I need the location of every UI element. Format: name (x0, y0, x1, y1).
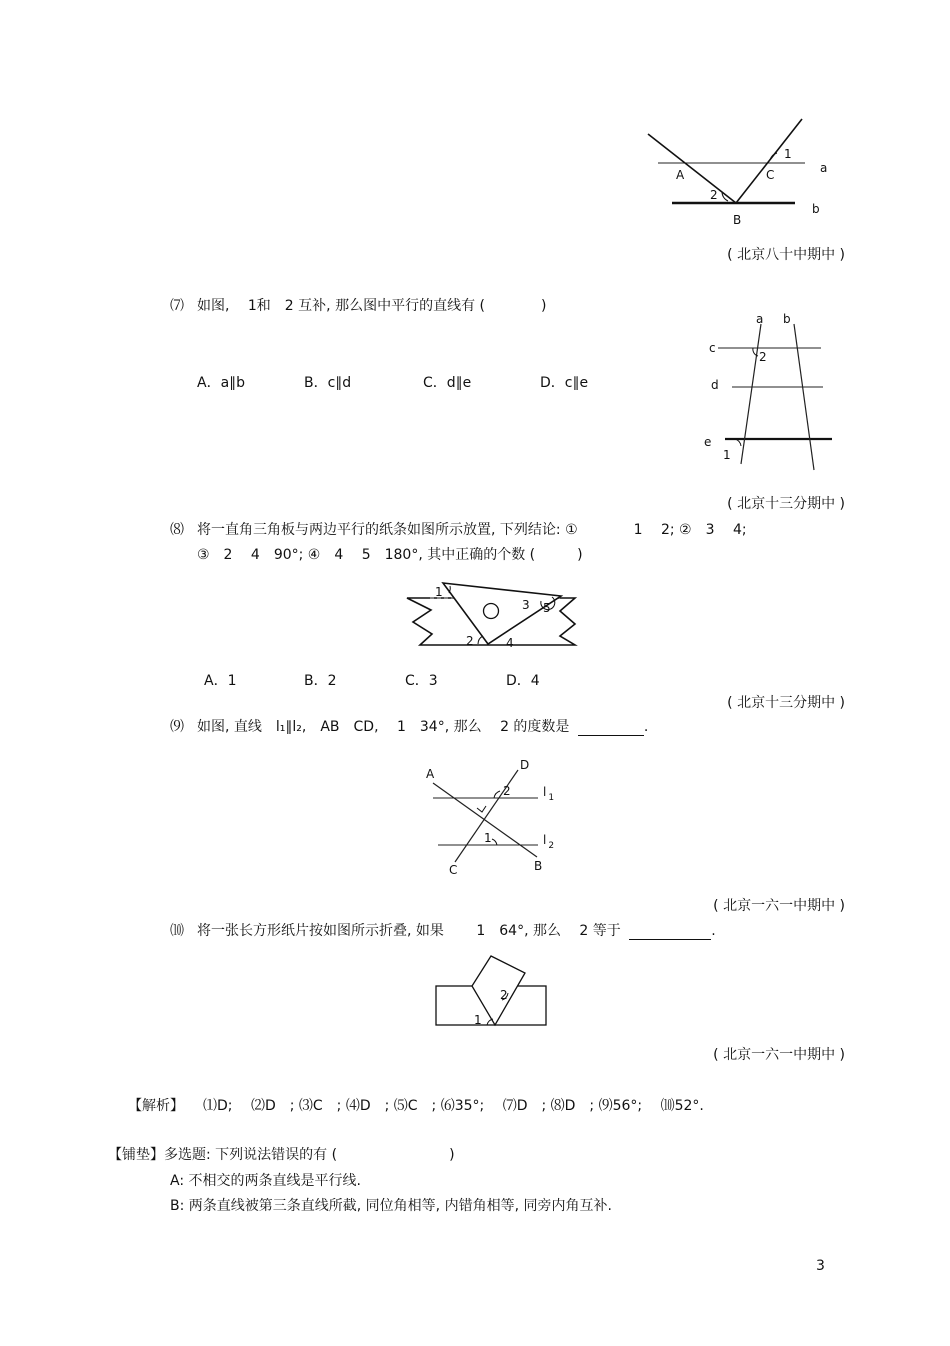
q7-number: ⑺ (170, 298, 184, 314)
figure-q8 (400, 575, 585, 650)
fig9-label-D: D (520, 758, 530, 772)
q8-option-b: B．2 (304, 673, 337, 689)
fig7-label-d: d (711, 378, 719, 392)
fig7-label-b: b (783, 312, 791, 326)
source-q7: ( 北京十三分期中 ) (727, 496, 845, 512)
fig6-label-A: A (676, 168, 685, 182)
fig10-label-2: 2 (500, 988, 508, 1002)
figure-q6 (640, 110, 840, 235)
q8-option-a: A．1 (204, 673, 237, 689)
fig6-label-B: B (733, 213, 742, 227)
fig7-label-e: e (704, 435, 712, 449)
fig8-label-1: 1 (435, 585, 443, 599)
fig9-label-C: C (449, 863, 458, 877)
fig9-label-l2 (543, 833, 554, 851)
fig6-label-a: a (820, 161, 828, 175)
fig9-l1-sub: 1 (548, 793, 555, 803)
fig9-label-1: 1 (484, 831, 492, 845)
q8-option-d: D．4 (506, 673, 540, 689)
fig9-l2-sub: 2 (548, 841, 555, 851)
q9-stem: 如图, 直线 l₁∥l₂, AB CD, 1 34°, 那么 2 的度数是 (197, 719, 570, 735)
q10-stem: 将一张长方形纸片按如图所示折叠, 如果 1 64°, 那么 2 等于 (197, 923, 621, 939)
fig9-label-A: A (426, 767, 435, 781)
q10-stem-line (197, 922, 716, 940)
pad-option-b: B: 两条直线被第三条直线所截, 同位角相等, 内错角相等, 同旁内角互补. (170, 1198, 612, 1214)
answer-label: 【解析】 (128, 1098, 184, 1114)
source-q6: ( 北京八十中期中 ) (727, 247, 845, 263)
fig7-label-2: 2 (759, 350, 767, 364)
q10-number: ⑽ (170, 923, 184, 939)
fig8-label-5: 5 (543, 601, 551, 615)
source-q10: ( 北京一六一中期中 ) (713, 1047, 845, 1063)
fig7-label-a: a (756, 312, 764, 326)
answer-text: ⑴D; ⑵D ; ⑶C ; ⑷D ; ⑸C ; ⑹35°; ⑺D ; ⑻D ; ⑼56°; ⑽52°. (203, 1098, 704, 1114)
q9-number: ⑼ (170, 719, 184, 735)
q8-line2: ③ 2 4 90°; ④ 4 5 180°, 其中正确的个数 ( ) (197, 547, 583, 563)
fig6-label-2: 2 (710, 188, 718, 202)
fig7-label-c: c (709, 341, 716, 355)
q7-option-c: C．d∥e (423, 375, 472, 391)
fig10-label-1: 1 (474, 1013, 482, 1027)
q9-stem-line (197, 718, 648, 736)
q7-option-b: B．c∥d (304, 375, 352, 391)
pad-option-a: A: 不相交的两条直线是平行线. (170, 1173, 361, 1189)
q8-number: ⑻ (170, 522, 184, 538)
q7-option-d: D．c∥e (540, 375, 589, 391)
figure-q10 (430, 950, 555, 1030)
fig7-label-1: 1 (723, 448, 731, 462)
q10-answer-blank[interactable] (629, 924, 711, 940)
pad-stem: 多选题: 下列说法错误的有 ( ) (164, 1147, 455, 1163)
fig9-label-l1 (543, 785, 554, 803)
source-q9: ( 北京一六一中期中 ) (713, 898, 845, 914)
figure-q9 (420, 755, 570, 880)
fig6-label-1: 1 (784, 147, 792, 161)
fig6-label-C: C (766, 168, 775, 182)
fig8-label-2: 2 (466, 634, 474, 648)
q7-stem: 如图, 1和 2 互补, 那么图中平行的直线有 ( ) (197, 298, 547, 314)
fig8-label-3: 3 (522, 598, 530, 612)
source-q8: ( 北京十三分期中 ) (727, 695, 845, 711)
q9-tail: . (643, 719, 649, 735)
q8-option-c: C．3 (405, 673, 438, 689)
page-number: 3 (816, 1258, 825, 1274)
fig9-l1-letter: l (543, 785, 547, 799)
q10-tail: . (711, 923, 716, 939)
fig9-label-2: 2 (503, 784, 511, 798)
fig9-l2-letter: l (543, 833, 547, 847)
fig8-label-4: 4 (506, 636, 514, 650)
q9-answer-blank[interactable] (578, 720, 644, 736)
q7-option-a: A．a∥b (197, 375, 246, 391)
pad-label: 【铺垫】 (108, 1147, 164, 1163)
fig9-label-B: B (534, 859, 543, 873)
fig6-label-b: b (812, 202, 820, 216)
figure-q7 (695, 308, 845, 473)
q8-line1: 将一直角三角板与两边平行的纸条如图所示放置, 下列结论: ① 1 2; ② 3 4; (197, 522, 747, 538)
